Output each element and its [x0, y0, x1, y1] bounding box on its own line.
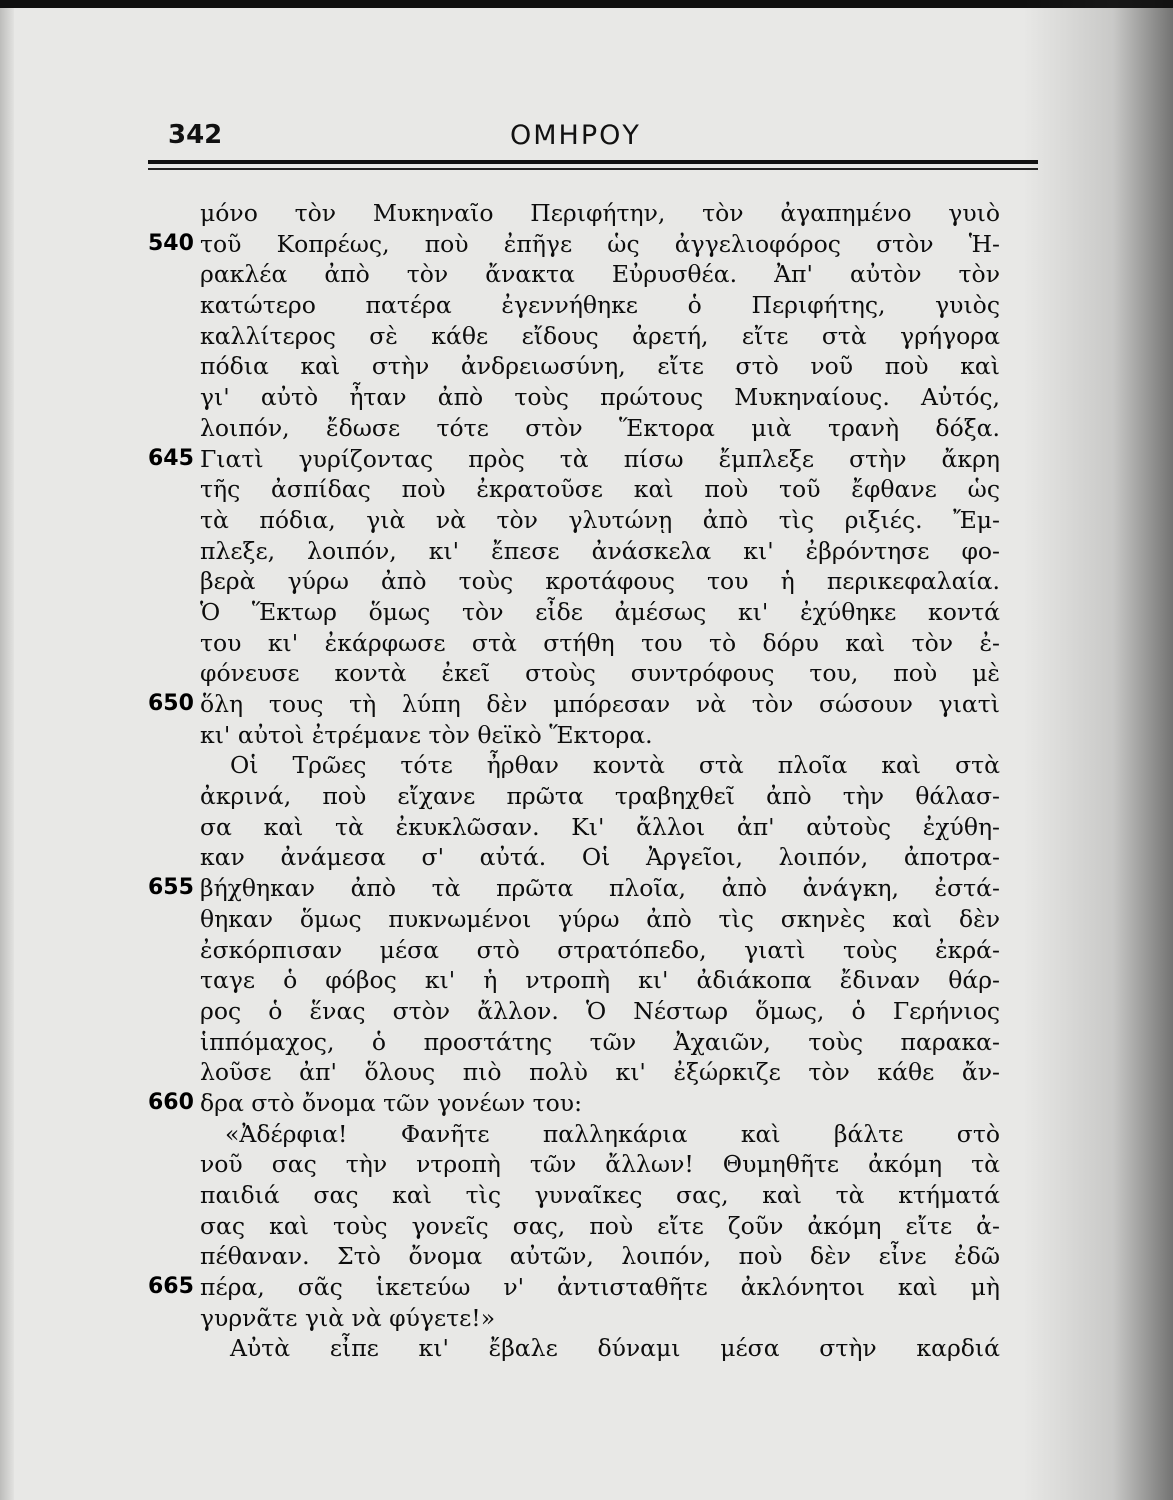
- text-line: [120, 720, 1000, 751]
- line-text: ἐσκόρπισαν μέσα στὸ στρατόπεδο, γιατὶ τοὺς ἐκρά-: [200, 935, 1000, 964]
- text-line: [120, 689, 1000, 720]
- line-text: ρακλέα ἀπὸ τὸν ἄνακτα Εὐρυσθέα. Ἀπ' αὐτὸν τὸν: [200, 260, 1000, 289]
- line-text: ἱππόμαχος, ὁ προστάτης τῶν Ἀχαιῶν, τοὺς παρακα-: [200, 1027, 1000, 1056]
- line-text: παιδιά σας καὶ τὶς γυναῖκες σας, καὶ τὰ κτήματά: [200, 1181, 1000, 1209]
- line-number: 650: [148, 691, 194, 716]
- text-line: [120, 812, 1000, 843]
- line-text: πέρα, σᾶς ἱκετεύω ν' ἀντισταθῆτε ἀκλόνητοι καὶ μὴ: [200, 1273, 1000, 1302]
- line-text: καλλίτερος σὲ κάθε εἴδους ἀρετή, εἴτε στὰ γρήγορα: [200, 321, 1000, 350]
- line-text: βερὰ γύρω ἀπὸ τοὺς κροτάφους του ἡ περικεφαλαία.: [200, 567, 1000, 596]
- line-text: λοιπόν, ἔδωσε τότε στὸν Ἕκτορα μιὰ τρανὴ δόξα.: [200, 413, 1000, 442]
- text-line: [120, 1088, 1000, 1119]
- line-text: τῆς ἀσπίδας ποὺ ἐκρατοῦσε καὶ ποὺ τοῦ ἔφθανε ὡς: [200, 475, 1000, 504]
- line-text: Ὁ Ἕκτωρ ὅμως τὸν εἶδε ἀμέσως κι' ἐχύθηκε κοντά: [200, 597, 1000, 626]
- page-right-shadow: [1023, 0, 1173, 1500]
- line-text: Γιατὶ γυρίζοντας πρὸς τὰ πίσω ἔμπλεξε στὴν ἄκρη: [200, 444, 1000, 473]
- text-line: [120, 1303, 1000, 1334]
- text-line: [120, 321, 1000, 352]
- line-text: καν ἀνάμεσα σ' αὐτά. Οἱ Ἀργεῖοι, λοιπόν, ἀποτρα-: [200, 843, 1000, 872]
- body-text: [120, 198, 1000, 1364]
- line-text: μόνο τὸν Μυκηναῖο Περιφήτην, τὸν ἀγαπημένο γυιὸ: [200, 199, 1000, 227]
- line-text: τοῦ Κοπρέως, ποὺ ἐπῆγε ὡς ἀγγελιοφόρος στὸν Ἡ-: [200, 229, 1000, 258]
- text-line: [120, 658, 1000, 689]
- line-text: θηκαν ὅμως πυκνωμένοι γύρω ἀπὸ τὶς σκηνὲς καὶ δὲν: [200, 904, 1000, 933]
- line-number: 540: [148, 230, 194, 256]
- text-line: [120, 842, 1000, 873]
- line-text: ἀκρινά, ποὺ εἴχανε πρῶτα τραβηχθεῖ ἀπὸ τὴν θάλασ-: [200, 782, 1000, 811]
- line-text: γι' αὐτὸ ἦταν ἀπὸ τοὺς πρώτους Μυκηναίους. Αὐτός,: [200, 383, 1000, 412]
- text-line: [120, 1180, 1000, 1211]
- line-text: σας καὶ τοὺς γονεῖς σας, ποὺ εἴτε ζοῦν ἀκόμη εἴτε ἀ-: [200, 1211, 1000, 1240]
- line-text: σα καὶ τὰ ἐκυκλῶσαν. Κι' ἄλλοι ἀπ' αὐτοὺς ἐχύθη-: [200, 812, 1000, 841]
- text-line: [120, 382, 1000, 413]
- header-rule-thin: [148, 168, 1038, 170]
- text-line: [120, 474, 1000, 505]
- text-line: [120, 781, 1000, 812]
- text-line: [120, 873, 1000, 904]
- text-line: [120, 351, 1000, 382]
- text-line: [120, 505, 1000, 536]
- text-line: [120, 290, 1000, 321]
- line-text: πόδια καὶ στὴν ἀνδρειωσύνη, εἴτε στὸ νοῦ ποὺ καὶ: [200, 352, 1000, 381]
- line-text: ταγε ὁ φόβος κι' ἡ ντροπὴ κι' ἀδιάκοπα ἔδιναν θάρ-: [200, 966, 1000, 995]
- text-line: [120, 1241, 1000, 1272]
- scan-top-border: [0, 0, 1173, 8]
- line-text: τὰ πόδια, γιὰ νὰ τὸν γλυτώνῃ ἀπὸ τὶς ριξιές. Ἔμ-: [200, 505, 1000, 534]
- page-header: [150, 120, 1040, 160]
- text-line: [120, 904, 1000, 935]
- text-line: [120, 413, 1000, 444]
- text-line: [120, 965, 1000, 996]
- line-text: Αὐτὰ εἶπε κι' ἔβαλε δύναμι μέσα στὴν καρδιά: [230, 1334, 1000, 1363]
- text-line: [120, 1211, 1000, 1242]
- line-text: του κι' ἐκάρφωσε στὰ στήθη του τὸ δόρυ καὶ τὸν ἐ-: [200, 628, 1000, 657]
- text-line: [120, 750, 1000, 781]
- header-rule-thick: [148, 160, 1038, 164]
- line-text: ρος ὁ ἕνας στὸν ἄλλον. Ὁ Νέστωρ ὅμως, ὁ Γερήνιος: [200, 996, 1000, 1025]
- line-number: 665: [148, 1274, 194, 1300]
- line-text: φόνευσε κοντὰ ἐκεῖ στοὺς συντρόφους του, ποὺ μὲ: [200, 659, 1000, 688]
- line-text: γυρνᾶτε γιὰ νὰ φύγετε!»: [200, 1303, 496, 1332]
- text-line: [120, 536, 1000, 567]
- line-text: κι' αὐτοὶ ἐτρέμανε τὸν θεϊκὸ Ἕκτορα.: [200, 720, 653, 749]
- text-line: [120, 1333, 1000, 1364]
- line-text: κατώτερο πατέρα ἐγεννήθηκε ὁ Περιφήτης, γυιὸς: [200, 291, 1000, 320]
- line-text: Οἱ Τρῶες τότε ἦρθαν κοντὰ στὰ πλοῖα καὶ στὰ: [230, 751, 1000, 780]
- text-line: [120, 1119, 1000, 1150]
- text-line: [120, 996, 1000, 1027]
- text-line: [120, 198, 1000, 229]
- line-text: δρα στὸ ὄνομα τῶν γονέων του:: [200, 1088, 583, 1117]
- text-line: [120, 1149, 1000, 1180]
- line-number: 655: [148, 875, 194, 901]
- text-line: [120, 566, 1000, 597]
- text-line: [120, 628, 1000, 659]
- line-text: βήχθηκαν ἀπὸ τὰ πρῶτα πλοῖα, ἀπὸ ἀνάγκη, ἐστά-: [200, 874, 1000, 903]
- line-text: πέθαναν. Στὸ ὄνομα αὐτῶν, λοιπόν, ποὺ δὲν εἶνε ἐδῶ: [200, 1242, 1000, 1271]
- page-left-edge: [0, 0, 14, 1500]
- text-line: [120, 444, 1000, 475]
- line-text: πλεξε, λοιπόν, κι' ἔπεσε ἀνάσκελα κι' ἐβρόντησε φο-: [200, 536, 1000, 565]
- line-text: ὅλη τους τὴ λύπη δὲν μπόρεσαν νὰ τὸν σώσουν γιατὶ: [200, 690, 1000, 718]
- line-number: 660: [148, 1089, 194, 1115]
- text-line: [120, 597, 1000, 628]
- line-text: λοῦσε ἀπ' ὅλους πιὸ πολὺ κι' ἐξώρκιζε τὸν κάθε ἄν-: [200, 1058, 1000, 1087]
- text-line: [120, 1057, 1000, 1088]
- line-number: 645: [148, 445, 194, 471]
- text-line: [120, 935, 1000, 966]
- text-line: [120, 1027, 1000, 1058]
- text-line: [120, 259, 1000, 290]
- line-text: νοῦ σας τὴν ντροπὴ τῶν ἄλλων! Θυμηθῆτε ἀκόμη τὰ: [200, 1150, 1000, 1179]
- page-number: 342: [168, 120, 223, 150]
- text-line: [120, 1272, 1000, 1303]
- line-text: «Ἀδέρφια! Φανῆτε παλληκάρια καὶ βάλτε στὸ: [225, 1119, 1000, 1148]
- text-line: [120, 229, 1000, 260]
- running-head: ΟΜΗΡΟΥ: [510, 120, 641, 151]
